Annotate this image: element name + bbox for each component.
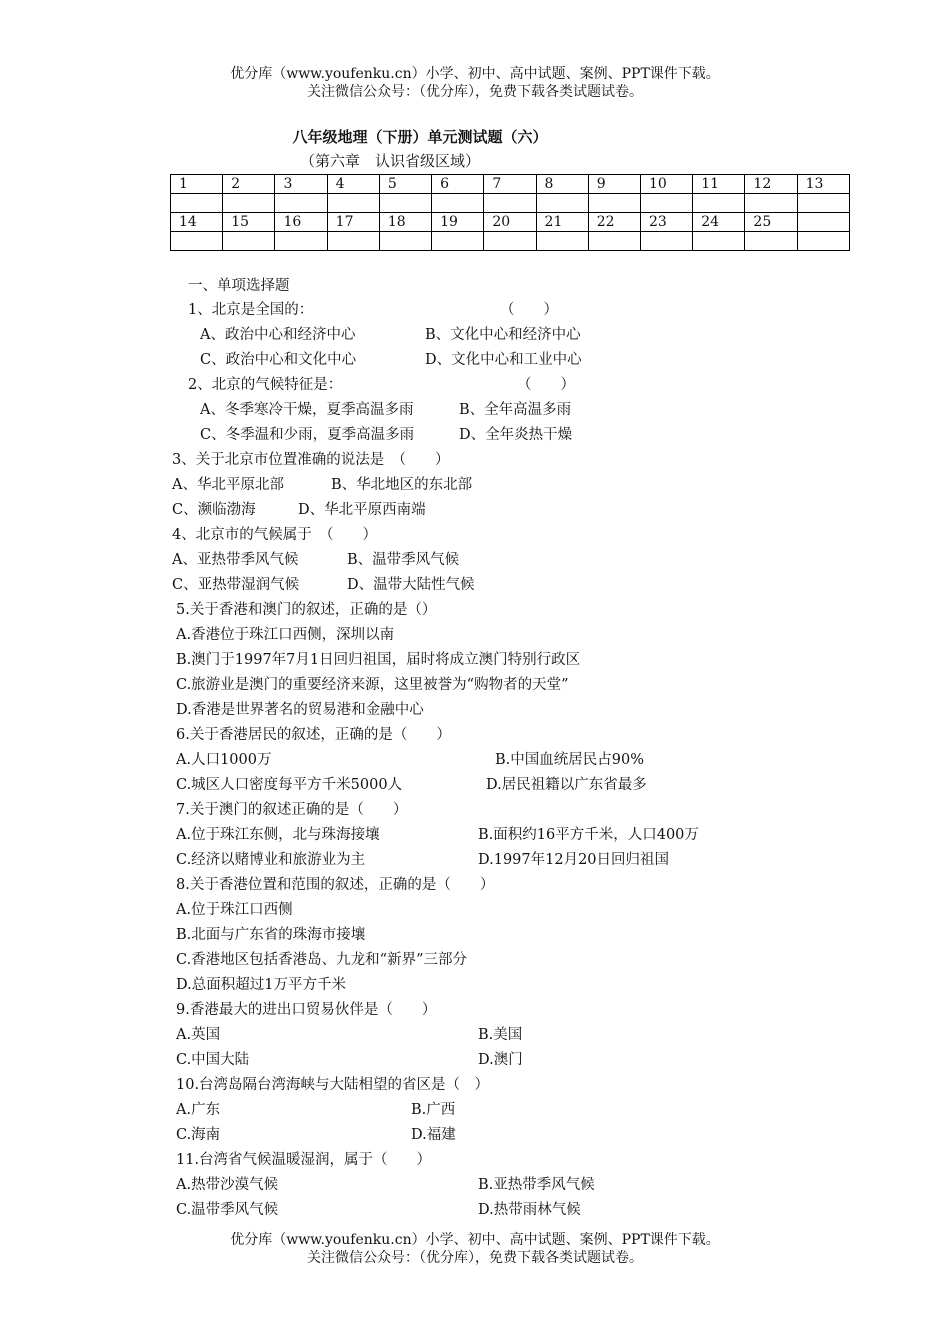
- answer-row-numbers-2: [171, 213, 850, 232]
- answer-cell: 14: [171, 213, 223, 232]
- q9-option-d: D.澳门: [478, 1052, 523, 1068]
- q2-option-a: A、冬季寒冷干燥，夏季高温多雨: [200, 402, 414, 418]
- answer-cell: 25: [745, 213, 797, 232]
- q11-option-a: A.热带沙漠气候: [176, 1177, 279, 1193]
- answer-cell: 17: [327, 213, 379, 232]
- answer-blank[interactable]: [223, 194, 275, 213]
- q5-option-b: B.澳门于1997年7月1日回归祖国，届时将成立澳门特别行政区: [176, 652, 581, 668]
- answer-cell: 9: [588, 175, 640, 194]
- answer-cell: 19: [432, 213, 484, 232]
- answer-blank[interactable]: [379, 232, 431, 251]
- q2-option-c: C、冬季温和少雨，夏季高温多雨: [200, 427, 415, 443]
- q10-option-d: D.福建: [411, 1127, 456, 1143]
- answer-row-blank-1: [171, 194, 850, 213]
- answer-blank[interactable]: [432, 232, 484, 251]
- answer-cell: 16: [275, 213, 327, 232]
- q2-stem: 2、北京的气候特征是：: [188, 377, 343, 393]
- answer-blank[interactable]: [640, 194, 692, 213]
- answer-blank[interactable]: [432, 194, 484, 213]
- answer-blank[interactable]: [484, 232, 536, 251]
- q2-bracket: （ ）: [517, 377, 575, 393]
- answer-blank[interactable]: [536, 194, 588, 213]
- q7-stem: 7.关于澳门的叙述正确的是（ ）: [176, 802, 408, 818]
- q4-option-a: A、亚热带季风气候: [172, 552, 299, 568]
- q8-option-c: C.香港地区包括香港岛、九龙和“新界”三部分: [176, 952, 468, 968]
- answer-cell: 2: [223, 175, 275, 194]
- page-subtitle: （第六章 认识省级区域）: [300, 152, 481, 170]
- q7-option-b: B.面积约16平方千米，人口400万: [478, 827, 699, 843]
- q8-option-d: D.总面积超过1万平方千米: [176, 977, 346, 993]
- answer-cell: 12: [745, 175, 797, 194]
- q2-option-d: D、全年炎热干燥: [459, 427, 573, 443]
- q3-option-b: B、华北地区的东北部: [331, 477, 473, 493]
- q9-option-b: B.美国: [478, 1027, 523, 1043]
- header-line-2: 关注微信公众号：（优分库），免费下载各类试题试卷。: [307, 84, 643, 100]
- q7-option-d: D.1997年12月20日回归祖国: [478, 852, 670, 868]
- answer-cell: 10: [640, 175, 692, 194]
- q10-option-a: A.广东: [176, 1102, 221, 1118]
- q4-stem: 4、北京市的气候属于 （ ）: [172, 527, 377, 543]
- q9-option-a: A.英国: [176, 1027, 221, 1043]
- footer-line-2: 关注微信公众号：（优分库），免费下载各类试题试卷。: [307, 1250, 643, 1266]
- q6-option-c: C.城区人口密度每平方千米5000人: [176, 777, 403, 793]
- answer-cell: 24: [693, 213, 745, 232]
- answer-blank[interactable]: [275, 194, 327, 213]
- q5-stem: 5.关于香港和澳门的叙述，正确的是（）: [176, 602, 437, 618]
- answer-table: [170, 174, 850, 251]
- q8-option-b: B.北面与广东省的珠海市接壤: [176, 927, 366, 943]
- answer-cell: 22: [588, 213, 640, 232]
- answer-blank[interactable]: [327, 232, 379, 251]
- answer-blank[interactable]: [693, 232, 745, 251]
- q1-option-c: C、政治中心和文化中心: [200, 352, 357, 368]
- answer-blank[interactable]: [745, 194, 797, 213]
- answer-cell: 13: [797, 175, 849, 194]
- q3-option-d: D、华北平原西南端: [298, 502, 426, 518]
- q1-option-a: A、政治中心和经济中心: [200, 327, 356, 343]
- q1-option-d: D、文化中心和工业中心: [425, 352, 582, 368]
- q1-option-b: B、文化中心和经济中心: [425, 327, 581, 343]
- answer-blank[interactable]: [379, 194, 431, 213]
- q3-stem: 3、关于北京市位置准确的说法是 （ ）: [172, 452, 450, 468]
- q2-option-b: B、全年高温多雨: [459, 402, 572, 418]
- answer-blank[interactable]: [588, 232, 640, 251]
- answer-blank[interactable]: [171, 194, 223, 213]
- q10-option-b: B.广西: [411, 1102, 456, 1118]
- q8-stem: 8.关于香港位置和范围的叙述，正确的是（ ）: [176, 877, 495, 893]
- q10-option-c: C.海南: [176, 1127, 221, 1143]
- q5-option-d: D.香港是世界著名的贸易港和金融中心: [176, 702, 424, 718]
- q6-stem: 6.关于香港居民的叙述，正确的是（ ）: [176, 727, 451, 743]
- q11-option-c: C.温带季风气候: [176, 1202, 279, 1218]
- answer-cell: 7: [484, 175, 536, 194]
- answer-blank[interactable]: [797, 232, 849, 251]
- q5-option-c: C.旅游业是澳门的重要经济来源，这里被誉为“购物者的天堂”: [176, 677, 569, 693]
- answer-cell: 23: [640, 213, 692, 232]
- q9-stem: 9.香港最大的进出口贸易伙伴是（ ）: [176, 1002, 437, 1018]
- answer-cell: 11: [693, 175, 745, 194]
- answer-cell: 21: [536, 213, 588, 232]
- answer-cell: 20: [484, 213, 536, 232]
- answer-blank[interactable]: [484, 194, 536, 213]
- answer-blank[interactable]: [275, 232, 327, 251]
- answer-cell: 5: [379, 175, 431, 194]
- q4-option-d: D、温带大陆性气候: [347, 577, 475, 593]
- answer-blank[interactable]: [171, 232, 223, 251]
- header-line-1: 优分库（www.youfenku.cn）小学、初中、高中试题、案例、PPT课件下载。: [230, 66, 720, 82]
- answer-cell: 8: [536, 175, 588, 194]
- answer-row-numbers-1: [171, 175, 850, 194]
- section-heading: 一、单项选择题: [188, 278, 290, 294]
- answer-cell: 15: [223, 213, 275, 232]
- q6-option-a: A.人口1000万: [176, 752, 272, 768]
- q9-option-c: C.中国大陆: [176, 1052, 250, 1068]
- q3-option-a: A、华北平原北部: [172, 477, 284, 493]
- answer-cell: 3: [275, 175, 327, 194]
- q1-bracket: （ ）: [500, 302, 558, 318]
- q4-option-b: B、温带季风气候: [347, 552, 460, 568]
- q1-stem: 1、北京是全国的：: [188, 302, 314, 318]
- q10-stem: 10.台湾岛隔台湾海峡与大陆相望的省区是（ ）: [176, 1077, 490, 1093]
- answer-blank[interactable]: [640, 232, 692, 251]
- q5-option-a: A.香港位于珠江口西侧，深圳以南: [176, 627, 395, 643]
- q8-option-a: A.位于珠江口西侧: [176, 902, 293, 918]
- q11-option-b: B.亚热带季风气候: [478, 1177, 595, 1193]
- q6-option-b: B.中国血统居民占90%: [495, 752, 644, 768]
- footer-line-1: 优分库（www.youfenku.cn）小学、初中、高中试题、案例、PPT课件下载。: [230, 1232, 720, 1248]
- q7-option-a: A.位于珠江东侧，北与珠海接壤: [176, 827, 380, 843]
- q7-option-c: C.经济以赌博业和旅游业为主: [176, 852, 366, 868]
- q6-option-d: D.居民祖籍以广东省最多: [486, 777, 647, 793]
- q11-option-d: D.热带雨林气候: [478, 1202, 581, 1218]
- q11-stem: 11.台湾省气候温暖湿润，属于（ ）: [176, 1152, 432, 1168]
- q3-option-c: C、濒临渤海: [172, 502, 256, 518]
- answer-blank[interactable]: [536, 232, 588, 251]
- answer-blank[interactable]: [223, 232, 275, 251]
- answer-blank[interactable]: [797, 194, 849, 213]
- answer-blank[interactable]: [745, 232, 797, 251]
- answer-cell: 4: [327, 175, 379, 194]
- answer-cell: 6: [432, 175, 484, 194]
- answer-blank[interactable]: [588, 194, 640, 213]
- page-title: 八年级地理（下册）单元测试题（六）: [292, 128, 548, 146]
- q4-option-c: C、亚热带湿润气候: [172, 577, 300, 593]
- answer-blank[interactable]: [327, 194, 379, 213]
- answer-cell: [797, 213, 849, 232]
- answer-cell: 18: [379, 213, 431, 232]
- answer-row-blank-2: [171, 232, 850, 251]
- answer-cell: 1: [171, 175, 223, 194]
- answer-blank[interactable]: [693, 194, 745, 213]
